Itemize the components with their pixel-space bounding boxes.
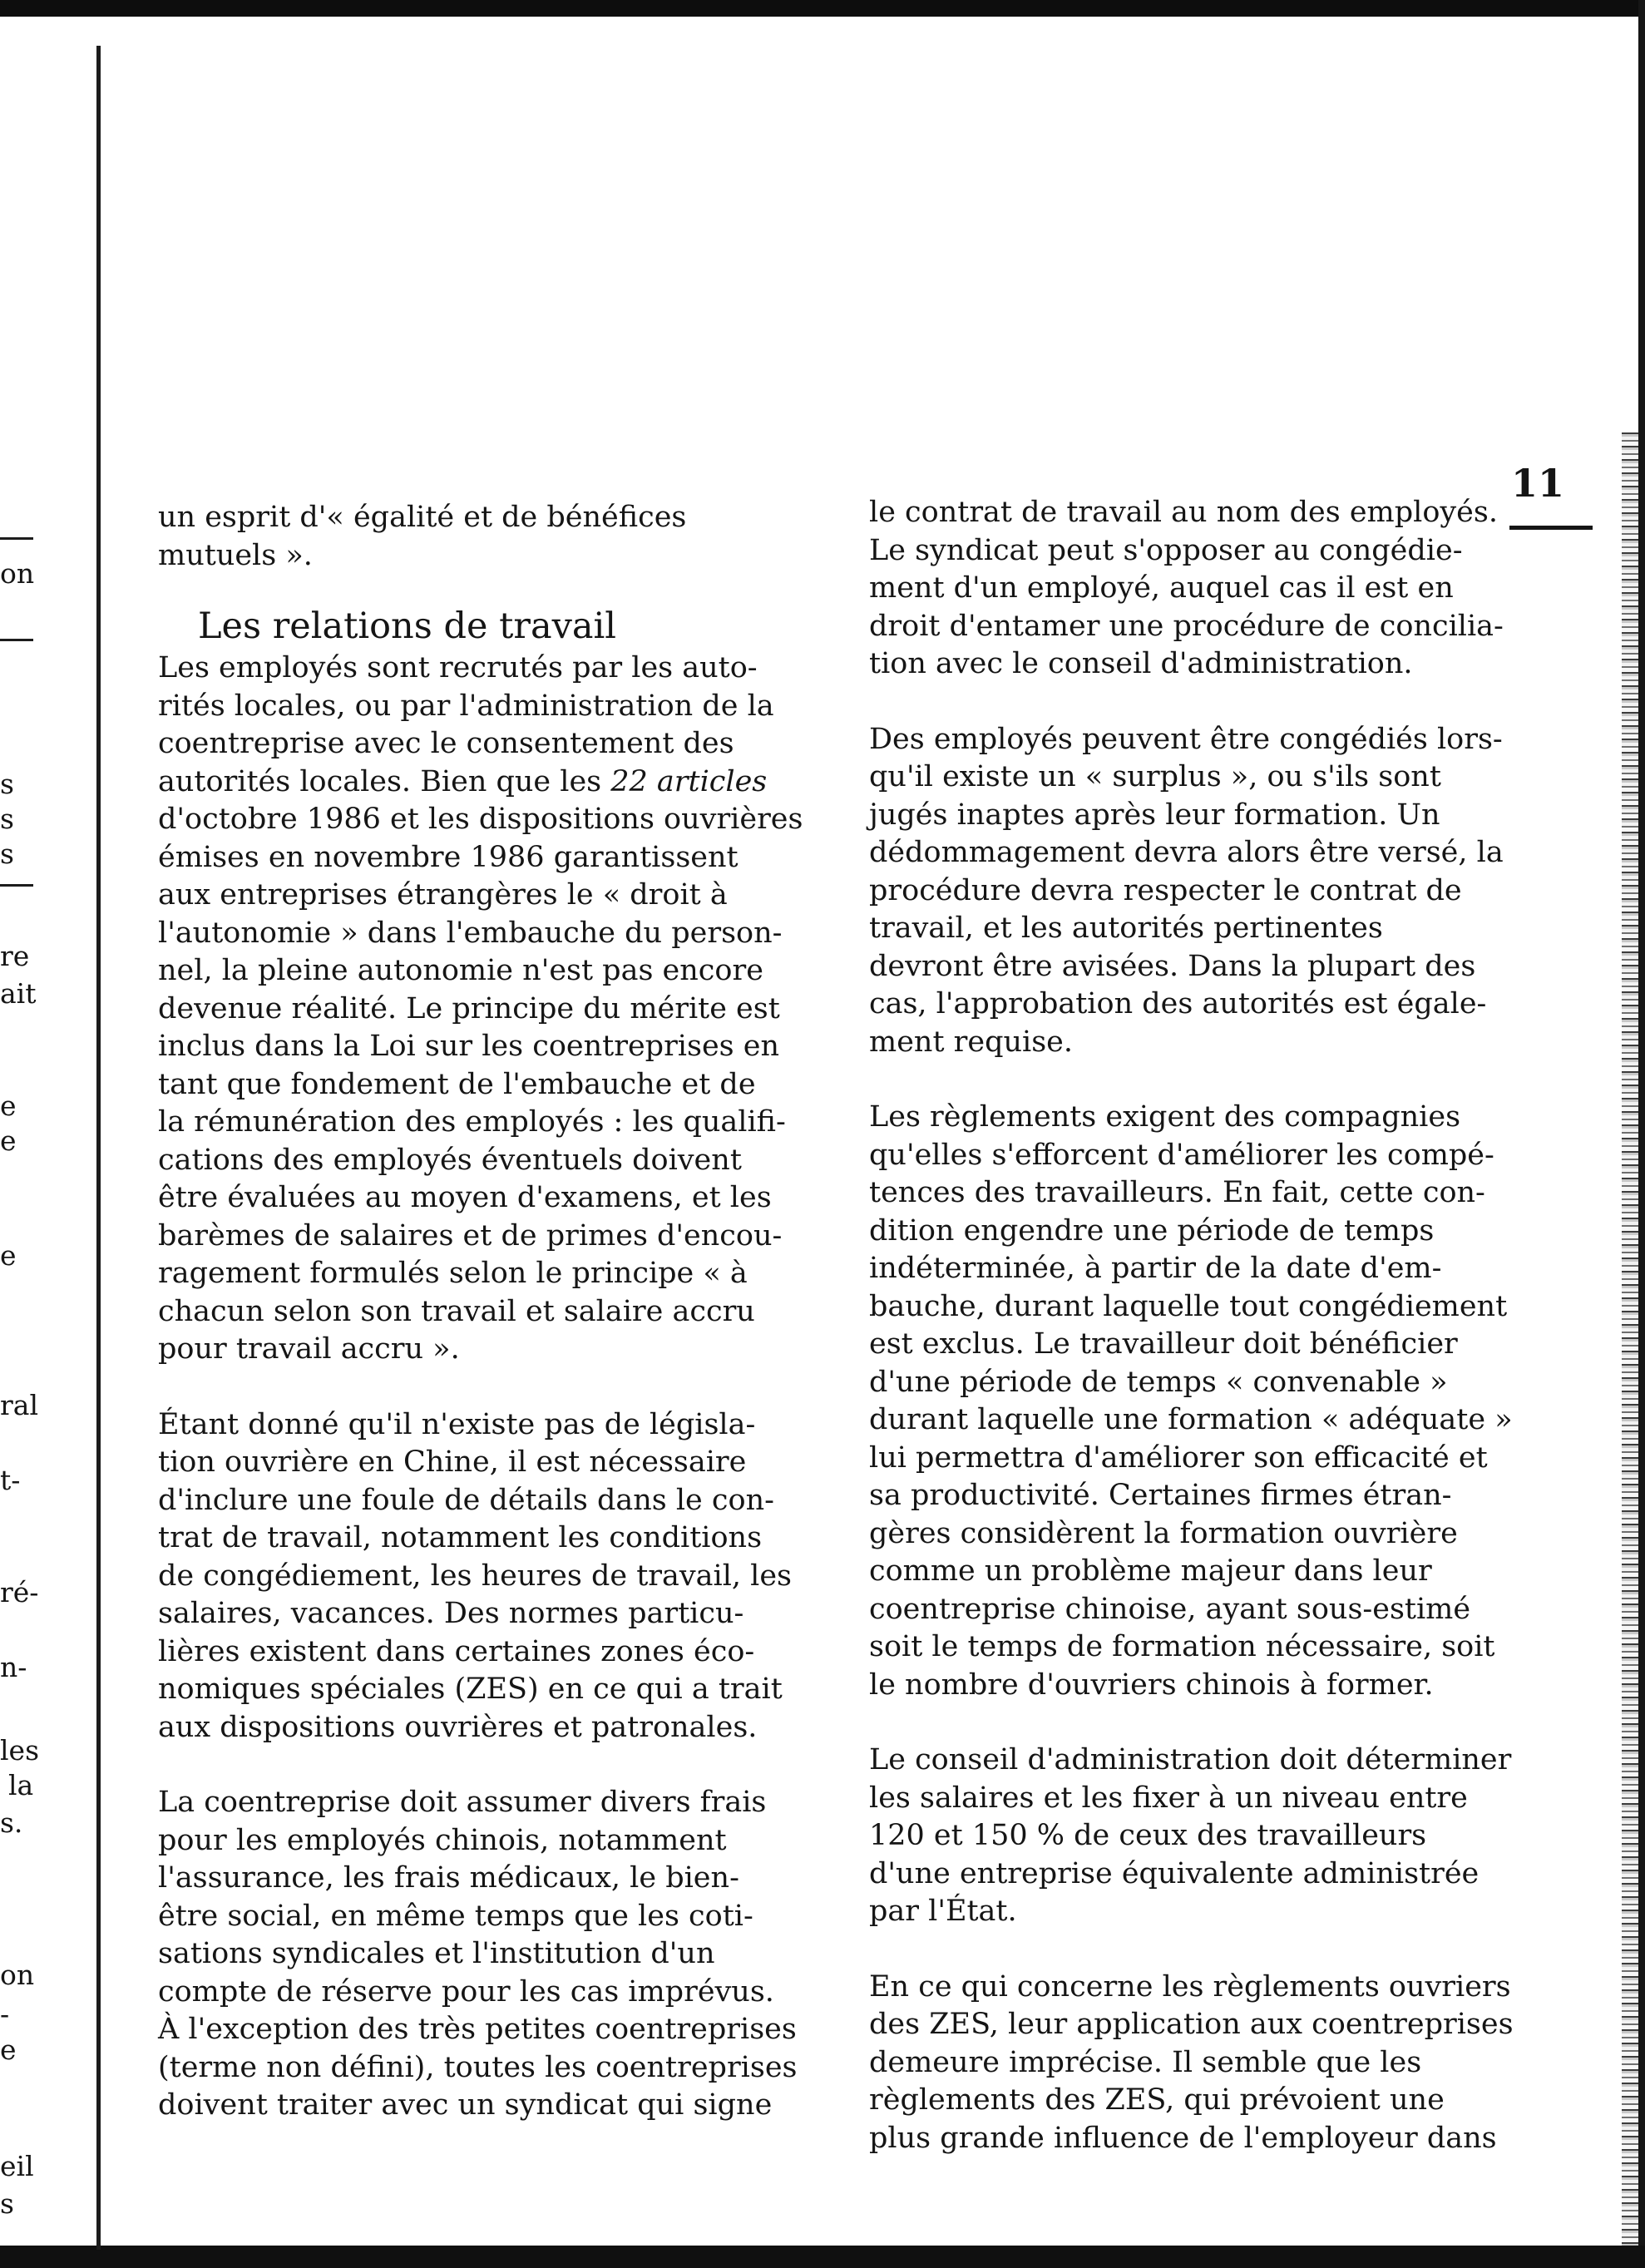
- previous-page-fragment: la: [8, 1769, 34, 1801]
- text-line: soit le temps de formation nécessaire, soit: [869, 1630, 1495, 1663]
- previous-page-fragment: e: [0, 2033, 17, 2066]
- text-line: salaires, vacances. Des normes particu-: [158, 1597, 744, 1630]
- previous-page-fragment: -: [0, 1998, 10, 2030]
- text-line: coentreprise chinoise, ayant sous-estimé: [869, 1592, 1471, 1626]
- text-line: le nombre d'ouvriers chinois à former.: [869, 1668, 1434, 1702]
- text-line: demeure imprécise. Il semble que les: [869, 2045, 1422, 2079]
- text-line: 120 et 150 % de ceux des travailleurs: [869, 1819, 1427, 1852]
- text-line: est exclus. Le travailleur doit bénéficier: [869, 1327, 1458, 1361]
- text-line: plus grande influence de l'employeur dans: [869, 2121, 1497, 2155]
- text-line: jugés inaptes après leur formation. Un: [869, 798, 1440, 832]
- text-line: des ZES, leur application aux coentreprises: [869, 2008, 1514, 2041]
- text-line: ment d'un employé, auquel cas il est en: [869, 571, 1454, 605]
- paragraph-dismissal: [869, 721, 1509, 1062]
- previous-page-fragment: ral: [0, 1389, 39, 1421]
- previous-page-rule: [0, 537, 33, 540]
- intro-paragraph: [158, 499, 815, 575]
- text-line: procédure devra respecter le contrat de: [869, 873, 1462, 907]
- scan-top-edge: [0, 0, 1645, 17]
- text-line: gères considèrent la formation ouvrière: [869, 1516, 1458, 1550]
- text-line: chacun selon son travail et salaire accru: [158, 1294, 755, 1328]
- text-line: l'assurance, les frais médicaux, le bien-: [158, 1861, 739, 1895]
- text-line: tant que fondement de l'embauche et de: [158, 1067, 756, 1101]
- previous-page-fragment: les: [0, 1734, 40, 1766]
- scan-right-edge: [1638, 0, 1645, 2268]
- previous-page-fragment: s: [0, 838, 14, 870]
- text-line: aux dispositions ouvrières et patronales.: [158, 1710, 758, 1744]
- previous-page-fragment: ré-: [0, 1576, 39, 1608]
- text-line: de congédiement, les heures de travail, les: [158, 1559, 793, 1593]
- left-column: [158, 499, 815, 2125]
- text-line: qu'il existe un « surplus », ou s'ils sont: [869, 760, 1441, 793]
- text-line: trat de travail, notamment les conditions: [158, 1521, 763, 1554]
- text-line: sations syndicales et l'institution d'un: [158, 1937, 715, 1970]
- previous-page-fragment: e: [0, 1124, 17, 1157]
- text-line: les salaires et les fixer à un niveau entre: [869, 1781, 1468, 1815]
- previous-page-fragment: e: [0, 1090, 17, 1122]
- text-line: compte de réserve pour les cas imprévus.: [158, 1974, 774, 2009]
- paragraph-union-contract: [869, 494, 1509, 684]
- section-heading: Les relations de travail: [198, 605, 617, 647]
- text-line: doivent traiter avec un syndicat qui signe: [158, 2088, 773, 2122]
- previous-page-margin: [0, 0, 83, 2268]
- previous-page-fragment: re: [0, 940, 30, 972]
- text-line: Le syndicat peut s'opposer au congédie-: [869, 533, 1463, 567]
- paragraph-salaries: [869, 1742, 1512, 1931]
- text-line: Le conseil d'administration doit déterminer: [869, 1743, 1512, 1776]
- text-line: droit d'entamer une procédure de concilia-: [869, 609, 1504, 643]
- text-line: lui permettra d'améliorer son efficacité et: [869, 1440, 1488, 1475]
- text-line: dition engendre une période de temps: [869, 1213, 1435, 1248]
- text-line: Des employés peuvent être congédiés lors-: [869, 722, 1503, 756]
- text-line: être social, en même temps que les coti-: [158, 1899, 753, 1933]
- text-line: le contrat de travail au nom des employés.: [869, 496, 1498, 529]
- text-line: pour les employés chinois, notamment: [158, 1823, 727, 1857]
- text-line: comme un problème majeur dans leur: [869, 1554, 1432, 1588]
- text-line: cations des employés éventuels doivent: [158, 1143, 742, 1177]
- text-line: Étant donné qu'il n'existe pas de législa-: [158, 1407, 756, 1441]
- text-line: d'inclure une foule de détails dans le con-: [158, 1483, 774, 1517]
- text-line: coentreprise avec le consentement des: [158, 727, 734, 760]
- paragraph-employee-costs: [158, 1784, 815, 2125]
- previous-page-fragment: ait: [0, 977, 37, 1010]
- binding-gutter-line: [96, 46, 101, 2250]
- text-line: par l'État.: [869, 1895, 1017, 1928]
- text-line: bauche, durant laquelle tout congédiement: [869, 1289, 1508, 1323]
- previous-page-fragment: on: [0, 1959, 35, 1991]
- text-line: être évaluées au moyen d'examens, et les: [158, 1181, 772, 1214]
- previous-page-fragment: t-: [0, 1464, 21, 1496]
- text-line: sa productivité. Certaines firmes étran-: [869, 1479, 1452, 1512]
- paragraph-labour-legislation: [158, 1406, 815, 1747]
- text-line: mutuels ».: [158, 538, 313, 572]
- previous-page-fragment: s: [0, 2187, 14, 2220]
- text-line: d'une période de temps « convenable »: [869, 1365, 1448, 1399]
- text-line: pour travail accru ».: [158, 1332, 460, 1366]
- text-line: inclus dans la Loi sur les coentreprises en: [158, 1030, 780, 1063]
- text-line: barèmes de salaires et de primes d'encou-: [158, 1218, 783, 1253]
- text-line: règlements des ZES, qui prévoient une: [869, 2083, 1445, 2117]
- text-line: dédommagement devra alors être versé, la: [869, 836, 1504, 869]
- text-line: ragement formulés selon le principe « à: [158, 1257, 748, 1290]
- previous-page-fragment: e: [0, 1239, 17, 1272]
- text-line: travail, et les autorités pertinentes: [869, 912, 1383, 945]
- text-line: Les employés sont recrutés par les auto-: [158, 651, 758, 684]
- previous-page-fragment: n-: [0, 1651, 27, 1683]
- scan-bottom-edge: [0, 2246, 1645, 2268]
- text-line: lières existent dans certaines zones éco-: [158, 1634, 755, 1668]
- paragraph-zes-regulations: [869, 1969, 1514, 2158]
- text-line: émises en novembre 1986 garantissent: [158, 840, 739, 874]
- text-line: devenue réalité. Le principe du mérite est: [158, 991, 780, 1025]
- text-line: (terme non défini), toutes les coentreprises: [158, 2050, 798, 2084]
- text-line: d'une entreprise équivalente administrée: [869, 1856, 1480, 1890]
- scan-right-edge-noise: [1622, 432, 1638, 2246]
- text-line: aux entreprises étrangères le « droit à: [158, 878, 728, 912]
- text-line: À l'exception des très petites coentreprises: [158, 2013, 797, 2046]
- text-line: autorités locales. Bien que les 22 articles: [158, 764, 768, 798]
- page-number-rule: [1509, 526, 1593, 530]
- previous-page-fragment: s: [0, 768, 14, 800]
- text-line: En ce qui concerne les règlements ouvriers: [869, 1969, 1511, 2004]
- text-line: nomiques spéciales (ZES) en ce qui a trait: [158, 1673, 783, 1706]
- previous-page-fragment: s: [0, 803, 14, 835]
- text-line: rités locales, ou par l'administration de la: [158, 689, 774, 723]
- text-line: tion avec le conseil d'administration.: [869, 647, 1413, 680]
- text-line: durant laquelle une formation « adéquate »: [869, 1403, 1513, 1436]
- text-line: un esprit d'« égalité et de bénéfices: [158, 501, 687, 534]
- paragraph-recruitment: [158, 650, 815, 1369]
- text-line: devront être avisées. Dans la plupart des: [869, 949, 1476, 983]
- previous-page-fragment: s.: [0, 1806, 23, 1839]
- text-line: indéterminée, à partir de la date d'em-: [869, 1252, 1442, 1285]
- text-line: la rémunération des employés : les qualifi-: [158, 1105, 786, 1139]
- previous-page-rule: [0, 639, 33, 641]
- text-line: l'autonomie » dans l'embauche du person-: [158, 916, 783, 950]
- right-column: [869, 494, 1514, 2157]
- page-number: 11: [1511, 461, 1565, 506]
- paragraph-training: [869, 1099, 1513, 1704]
- text-line: d'octobre 1986 et les dispositions ouvrières: [158, 803, 803, 836]
- text-line: nel, la pleine autonomie n'est pas encore: [158, 954, 763, 987]
- text-line: qu'elles s'efforcent d'améliorer les compé-: [869, 1138, 1494, 1172]
- text-line: tion ouvrière en Chine, il est nécessaire: [158, 1445, 747, 1479]
- previous-page-fragment: on: [0, 557, 35, 590]
- text-line: cas, l'approbation des autorités est égale-: [869, 987, 1487, 1020]
- text-line: La coentreprise doit assumer divers frais: [158, 1786, 767, 1819]
- italic-title: 22 articles: [610, 764, 768, 798]
- previous-page-fragment: eil: [0, 2150, 34, 2182]
- text-line: ment requise.: [869, 1025, 1074, 1059]
- text-line: Les règlements exigent des compagnies: [869, 1100, 1461, 1134]
- previous-page-rule: [0, 884, 33, 887]
- text-line: tences des travailleurs. En fait, cette con-: [869, 1176, 1485, 1209]
